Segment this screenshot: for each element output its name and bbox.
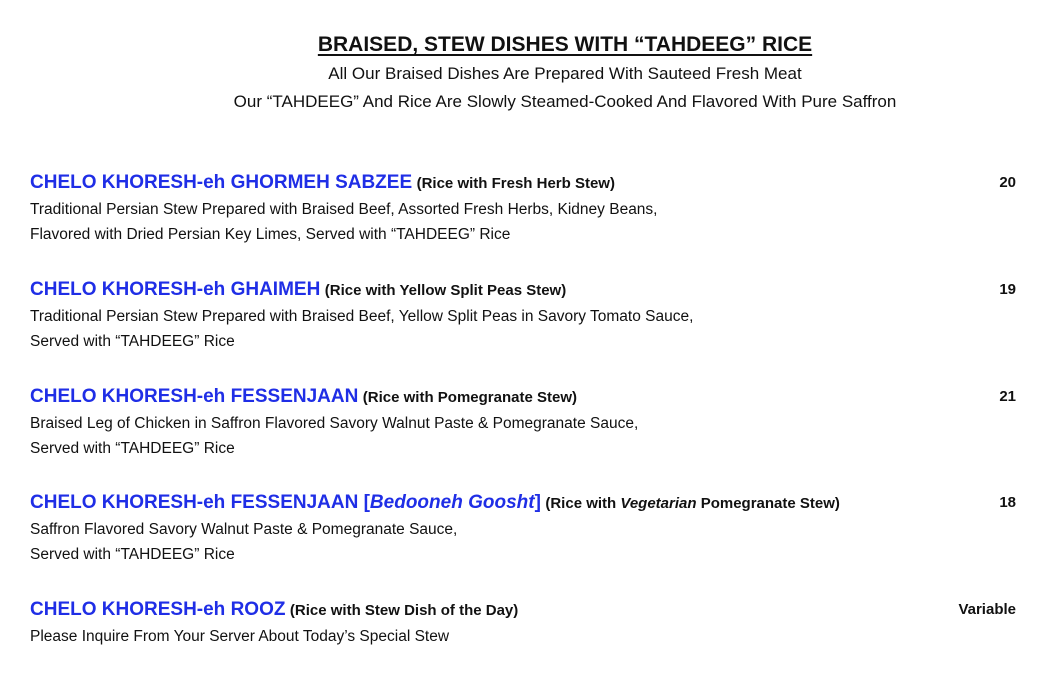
dish-subtitle-suffix: Pomegranate Stew) [696,495,840,512]
menu-item [30,384,1016,461]
dish-description-line-1: Braised Leg of Chicken in Saffron Flavored Savory Walnut Paste & Pomegranate Sauce, [30,415,639,432]
menu-item [30,277,1016,354]
dish-subtitle: (Rice with Fresh Herb Stew) [416,175,615,192]
menu-header [0,30,1056,116]
dish-name-suffix: ] [534,492,541,513]
dish-description-line-1: Traditional Persian Stew Prepared with Braised Beef, Yellow Split Peas in Savory Tomato Sauce, [30,308,694,325]
menu-item [30,597,1016,649]
dish-price: 19 [999,281,1016,298]
dish-description-line-1: Saffron Flavored Savory Walnut Paste & Pomegranate Sauce, [30,521,458,538]
dish-subtitle: (Rice with Yellow Split Peas Stew) [324,282,567,299]
dish-name: CHELO KHORESH-eh GHORMEH SABZEE [30,172,413,193]
section-subtitle-line-1: All Our Braised Dishes Are Prepared With Sauteed Fresh Meat [328,64,802,83]
dish-description-line-1: Please Inquire From Your Server About Today’s Special Stew [30,628,450,645]
section-title: BRAISED, STEW DISHES WITH “TAHDEEG” RICE [317,33,813,56]
dish-name-italic: Bedooneh Goosht [369,492,535,513]
dish-price: 18 [999,494,1016,511]
dish-price: Variable [958,601,1016,618]
dish-name: CHELO KHORESH-eh ROOZ [30,599,286,620]
menu-item [30,490,1016,567]
dish-description-line-2: Served with “TAHDEEG” Rice [30,546,235,563]
menu-item-header [30,597,1016,623]
dish-name-prefix: CHELO KHORESH-eh FESSENJAAN [ [30,492,370,513]
dish-name [30,492,541,513]
dish-name: CHELO KHORESH-eh GHAIMEH [30,279,321,300]
menu-item-header [30,277,1016,303]
menu-item-header [30,384,1016,410]
section-subtitle-line-2: Our “TAHDEEG” And Rice Are Slowly Steamed-Cooked And Flavored With Pure Saffron [233,92,897,111]
dish-description-line-2: Served with “TAHDEEG” Rice [30,333,235,350]
dish-subtitle: (Rice with Stew Dish of the Day) [289,602,519,619]
menu-item-header [30,170,1016,196]
dish-price: 21 [999,388,1016,405]
menu-item [30,170,1016,247]
dish-subtitle-prefix: (Rice with [545,495,621,512]
dish-name: CHELO KHORESH-eh FESSENJAAN [30,386,359,407]
dish-description-line-2: Flavored with Dried Persian Key Limes, Served with “TAHDEEG” Rice [30,226,511,243]
dish-subtitle [545,495,840,512]
dish-subtitle-italic: Vegetarian [620,495,697,512]
menu-item-header [30,490,1016,516]
dish-description-line-1: Traditional Persian Stew Prepared with Braised Beef, Assorted Fresh Herbs, Kidney Beans, [30,201,658,218]
dish-subtitle: (Rice with Pomegranate Stew) [362,389,577,406]
dish-description-line-2: Served with “TAHDEEG” Rice [30,440,235,457]
dish-price: 20 [999,174,1016,191]
